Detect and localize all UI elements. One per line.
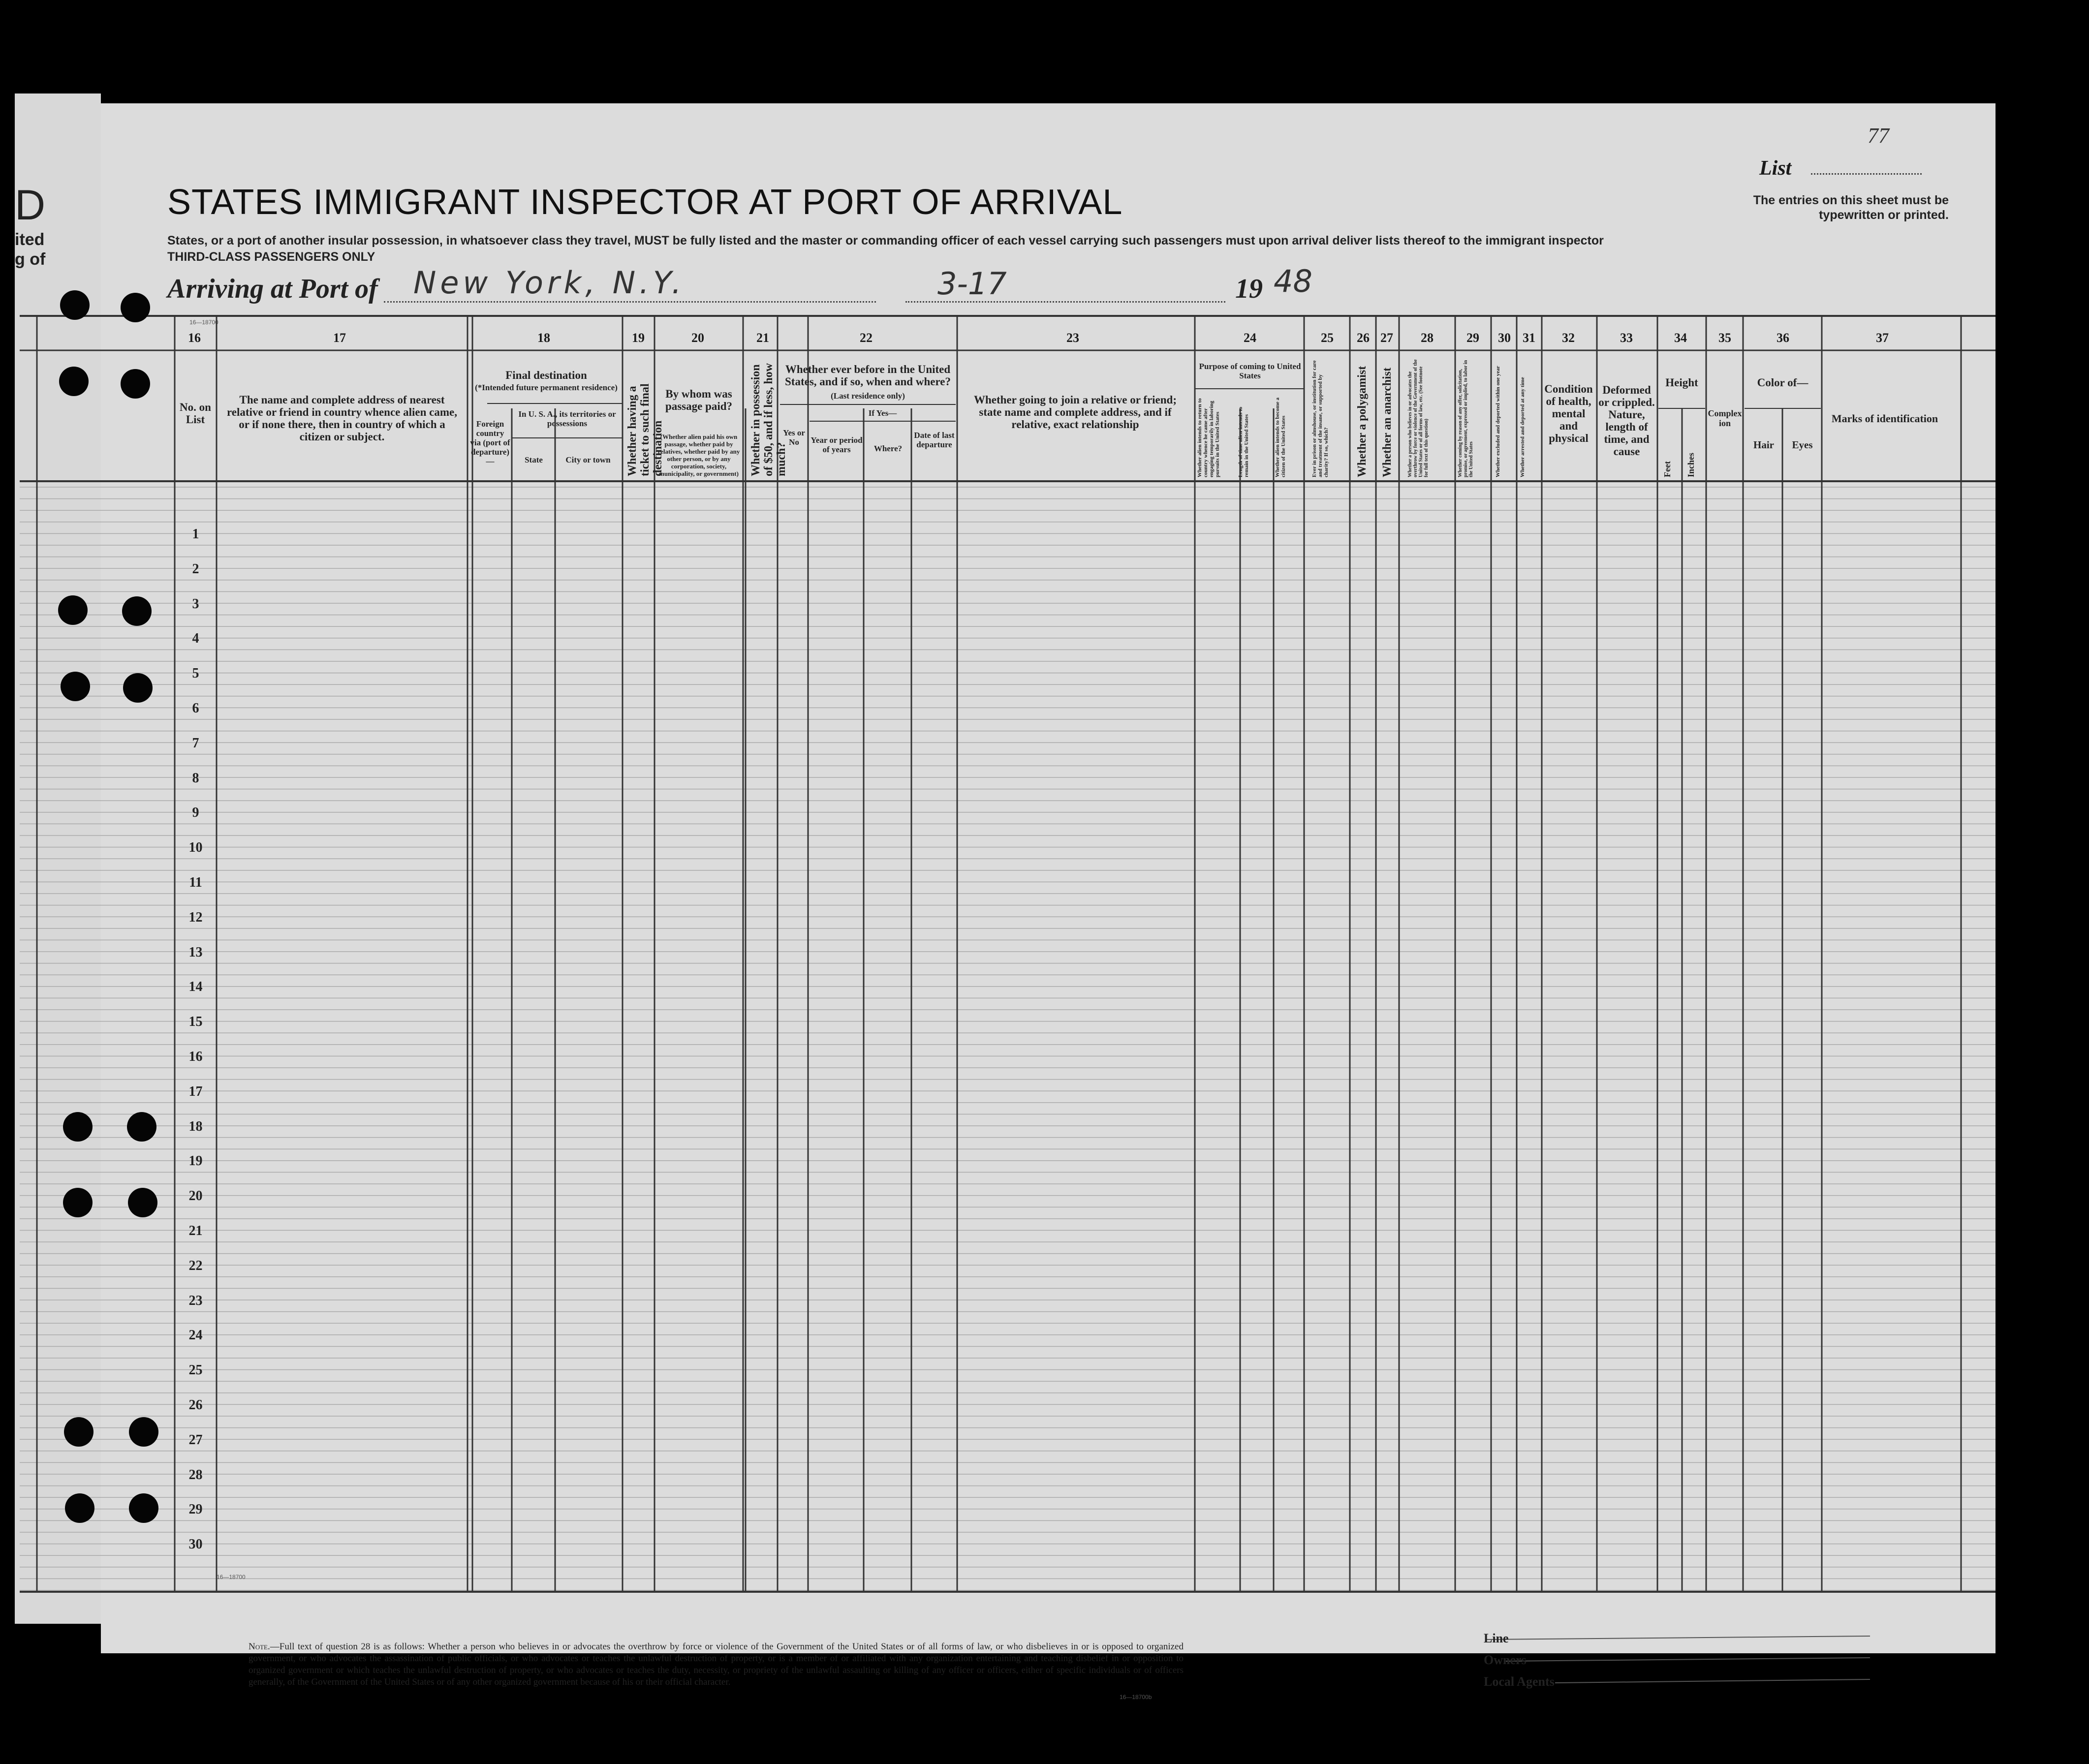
- line-label: Line: [1484, 1631, 1509, 1645]
- stub-line1: ited: [15, 230, 45, 249]
- stub-line2: g of: [15, 250, 46, 269]
- binder-hole: [60, 290, 90, 320]
- row-number: 16: [188, 1049, 203, 1064]
- col-number-28: 28: [1421, 331, 1434, 345]
- passenger-class: THIRD-CLASS PASSENGERS ONLY: [167, 250, 375, 264]
- row-number: 5: [192, 666, 199, 681]
- row-number: 25: [188, 1362, 203, 1378]
- header-where: Where?: [873, 444, 903, 453]
- note-text: —Full text of question 28 is as follows: Whether a person who believes in or advocates the overthrow by force or violence of the Government of the United States or of all forms of law, or who disbelieves in or is opposed to organized government, or who advocates the assassination of public officials, or who advocates or teaches the unlawful destruction of property, or is a member of or affiliated with any organization entertaining and teaching disbelief in or opposition to organized government or which teaches the unlawful destruction of property, or who advocates or teaches the duty, necessity, or propriety of the unlawful assaulting or killing of any officer or officers, either of specific individuals or of officers generally, of the Government of the United States or of any other organized government because of his or their official character.: [249, 1641, 1184, 1687]
- binder-hole: [59, 367, 89, 396]
- row-number: 29: [188, 1502, 203, 1517]
- col-number-29: 29: [1466, 331, 1479, 345]
- local-agents-label: Local Agents: [1484, 1674, 1555, 1689]
- row-number: 13: [188, 944, 203, 960]
- header-anarchist: Whether an anarchist: [1381, 367, 1394, 477]
- row-number: 15: [188, 1014, 203, 1030]
- row-number: 6: [192, 701, 199, 716]
- header-in-usa: In U. S. A., its territories or possessions: [518, 409, 616, 428]
- row-number: 24: [188, 1328, 203, 1343]
- port-value: New York, N.Y.: [413, 265, 686, 301]
- binder-hole: [128, 1188, 157, 1217]
- col-number-21: 21: [756, 331, 769, 345]
- year-prefix: 19: [1235, 274, 1263, 304]
- col-number-32: 32: [1562, 331, 1575, 345]
- binder-hole: [123, 673, 153, 703]
- header-yes-or-no: Yes or No: [783, 428, 805, 447]
- header-offer-of-labor: Whether coming by reason of any offer, solicitation, promise, or agreement, expressed or implied, to labor in the United States: [1458, 360, 1474, 477]
- header-year-or-period: Year or period of years: [811, 435, 863, 454]
- row-number: 19: [188, 1153, 203, 1169]
- stub-letter: D: [15, 182, 46, 229]
- header-join-relative: Whether going to join a relative or friend; state name and complete address, and if relative, exact relationship: [973, 394, 1177, 431]
- row-number: 21: [188, 1223, 203, 1238]
- owners-label: Owners: [1484, 1653, 1527, 1667]
- header-final-destination-note: (*Intended future permanent residence): [475, 383, 618, 392]
- col-number-23: 23: [1066, 331, 1079, 345]
- question-28-note: [249, 1641, 1184, 1688]
- binder-hole: [122, 596, 152, 626]
- row-number: 3: [192, 596, 199, 612]
- header-purpose: Purpose of coming to United States: [1199, 362, 1301, 380]
- note-lead: Note.: [249, 1641, 270, 1652]
- row-number: 9: [192, 805, 199, 821]
- col-number-16: 16: [188, 331, 201, 345]
- header-prison-almshouse: Ever in prison or almshouse, or institution for care and treatment of the insane, or supported by charity? If so, which?: [1311, 360, 1329, 477]
- header-condition-health: Condition of health, mental and physical: [1544, 383, 1593, 444]
- col-number-33: 33: [1620, 331, 1633, 345]
- col-number-37: 37: [1876, 331, 1889, 345]
- header-return-country: Whether alien intends to return to country whence he came after engaging temporarily in laboring pursuits in the United States: [1197, 398, 1220, 477]
- header-feet: Feet: [1662, 461, 1672, 477]
- col-number-19: 19: [632, 331, 645, 345]
- binder-hole: [63, 1188, 93, 1217]
- row-number: 12: [188, 909, 203, 925]
- header-state: State: [525, 455, 543, 464]
- header-ever-before: Whether ever before in the United States, and if so, when and where?: [785, 363, 951, 388]
- form-code-top: 16—18700: [189, 319, 218, 326]
- date-value: 3-17: [937, 266, 1007, 302]
- header-color-of: Color of—: [1757, 376, 1808, 389]
- header-no-on-list: No. on List: [180, 401, 211, 426]
- header-date-last-departure: Date of last departure: [914, 431, 955, 449]
- header-arrested-deported: Whether arrested and deported at any time: [1520, 377, 1526, 477]
- row-number: 2: [192, 561, 199, 577]
- col-number-17: 17: [333, 331, 346, 345]
- binder-hole: [58, 595, 88, 625]
- list-label: List: [1759, 157, 1792, 180]
- header-if-yes: If Yes—: [868, 408, 897, 418]
- header-ever-before-note: (Last residence only): [831, 391, 905, 401]
- row-number: 22: [188, 1258, 203, 1273]
- col-number-22: 22: [860, 331, 873, 345]
- arriving-label: Arriving at Port of: [167, 274, 378, 304]
- row-number: 10: [188, 840, 203, 856]
- col-number-31: 31: [1523, 331, 1535, 345]
- row-number: 8: [192, 770, 199, 786]
- form-subtitle: States, or a port of another insular possession, in whatsoever class they travel, MUST be fully listed and the master or commanding officer of each vessel carrying such passengers must upon arrival deliver lists thereof to the immigrant inspector: [167, 234, 1604, 248]
- header-overthrow: Whether a person who believes in or advocates the overthrow by force or violence of the Government of the United States or of all forms of law, etc. (See footnote for full text of this question): [1407, 359, 1429, 477]
- col-number-35: 35: [1718, 331, 1731, 345]
- header-complexion: Complexion: [1708, 408, 1742, 428]
- col-number-30: 30: [1498, 331, 1511, 345]
- header-become-citizen: Whether alien intends to become a citizen of the United States: [1275, 397, 1286, 477]
- header-final-destination: Final destination: [505, 369, 587, 381]
- row-number: 7: [192, 735, 199, 751]
- row-number: 11: [189, 875, 202, 890]
- header-city-or-town: City or town: [565, 455, 611, 464]
- row-number: 28: [188, 1467, 203, 1483]
- binder-hole: [127, 1112, 156, 1142]
- binder-hole: [61, 672, 90, 701]
- row-number: 27: [188, 1432, 203, 1448]
- header-nearest-relative: The name and complete address of nearest relative or friend in country whence alien came, or if none there, then in country of which a citizen or subject.: [226, 394, 457, 443]
- binder-hole: [129, 1417, 158, 1447]
- binder-hole: [121, 369, 150, 399]
- header-foreign-country: Foreign country via (port of departure)—: [470, 419, 510, 466]
- header-ticket: Whether having a ticket to such final destination: [626, 383, 664, 476]
- page-number: 77: [1868, 124, 1889, 148]
- row-number: 18: [188, 1118, 203, 1134]
- binder-hole: [121, 293, 150, 322]
- form-code-note: 16—18700b: [1120, 1694, 1152, 1701]
- header-excluded-deported: Whether excluded and deported within one year: [1495, 366, 1501, 477]
- header-passage-paid-note: (Whether alien paid his own passage, whether paid by relatives, whether paid by any other person, or by any corporation, society, municipality, or government): [657, 433, 740, 477]
- header-eyes: Eyes: [1792, 439, 1813, 451]
- header-length-of-time: Length of time alien intends to remain in the United States: [1238, 406, 1249, 477]
- entries-note: The entries on this sheet must be typewritten or printed.: [1753, 193, 1949, 222]
- header-hair: Hair: [1753, 439, 1774, 451]
- year-value: 48: [1274, 263, 1312, 299]
- header-passage-paid: By whom was passage paid?: [665, 388, 733, 412]
- header-fifty-dollars: Whether in possession of $50, and if less, how much?: [749, 363, 788, 476]
- row-number: 23: [188, 1293, 203, 1308]
- col-number-25: 25: [1321, 331, 1334, 345]
- row-number: 20: [188, 1188, 203, 1204]
- row-number: 4: [192, 631, 199, 647]
- row-number: 26: [188, 1397, 203, 1413]
- binder-hole: [64, 1417, 94, 1447]
- header-height: Height: [1665, 376, 1698, 389]
- row-number: 1: [192, 526, 199, 542]
- header-marks-identification: Marks of identification: [1831, 412, 1938, 425]
- binder-hole: [129, 1493, 158, 1523]
- col-number-34: 34: [1674, 331, 1687, 345]
- row-number: 17: [188, 1083, 203, 1099]
- form-code-bottom: 16—18700: [217, 1574, 246, 1580]
- col-number-18: 18: [537, 331, 550, 345]
- col-number-20: 20: [691, 331, 704, 345]
- col-number-24: 24: [1244, 331, 1256, 345]
- binder-hole: [65, 1493, 94, 1523]
- header-deformed: Deformed or crippled. Nature, length of time, and cause: [1598, 384, 1655, 458]
- col-number-27: 27: [1380, 331, 1393, 345]
- form-title: STATES IMMIGRANT INSPECTOR AT PORT OF ARRIVAL: [167, 183, 1123, 222]
- header-polygamist: Whether a polygamist: [1356, 366, 1369, 477]
- header-inches: Inches: [1686, 452, 1696, 477]
- row-number: 14: [188, 979, 203, 995]
- col-number-36: 36: [1777, 331, 1789, 345]
- row-number: 30: [188, 1537, 203, 1552]
- binder-hole: [63, 1112, 93, 1142]
- col-number-26: 26: [1357, 331, 1370, 345]
